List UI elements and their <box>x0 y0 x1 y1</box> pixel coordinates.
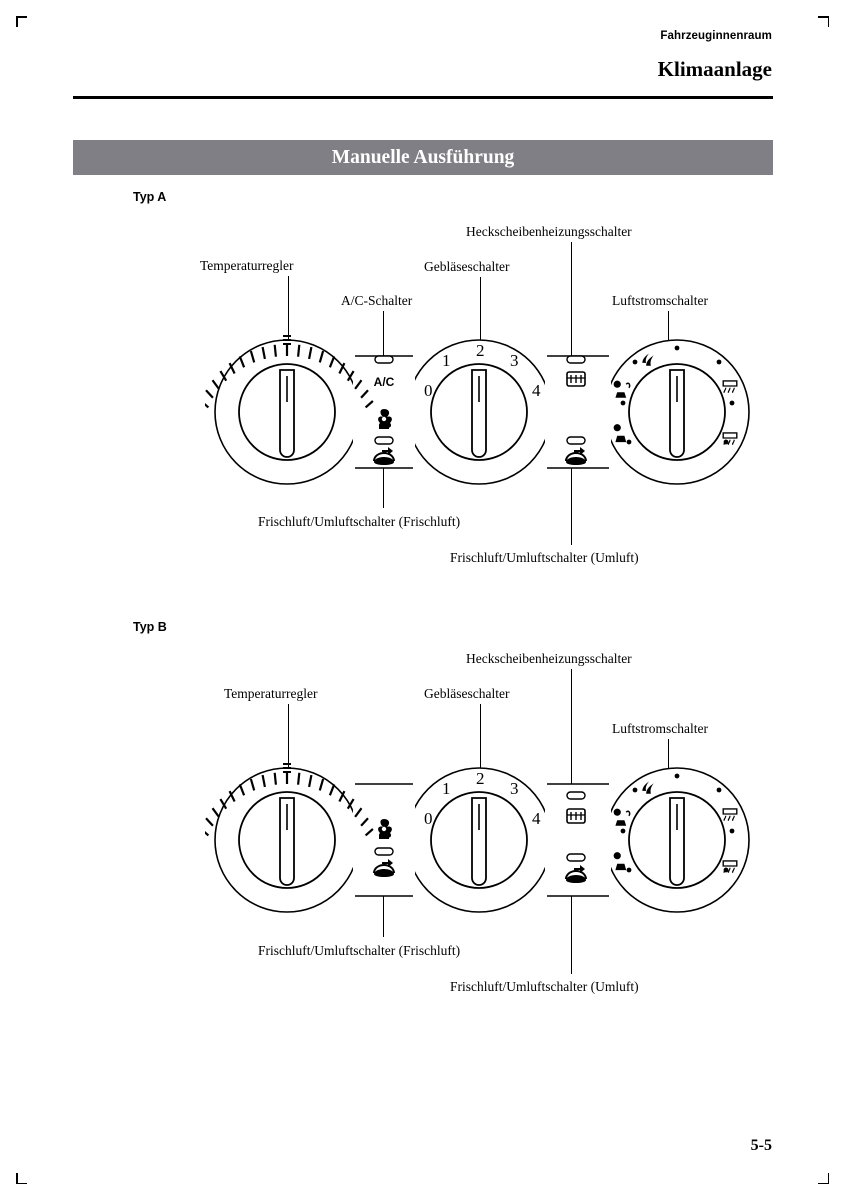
callout-fresh-air-b: Frischluft/Umluftschalter (Frischluft) <box>258 943 461 958</box>
type-b-label: Typ B <box>133 620 167 634</box>
callout-airflow-a: Luftstromschalter <box>612 293 708 308</box>
hvac-panel-type-b <box>205 758 765 923</box>
callout-temperature-a: Temperaturregler <box>200 258 294 273</box>
svg-text:A/C: A/C <box>373 375 395 389</box>
blower-num-3-a: 3 <box>510 351 519 370</box>
callout-ac-switch-a: A/C-Schalter <box>341 293 413 308</box>
callout-rear-defogger-b: Heckscheibenheizungsschalter <box>466 651 632 666</box>
crop-mark-top-right <box>818 16 829 27</box>
type-a-label: Typ A <box>133 190 167 204</box>
callout-rear-defogger-a: Heckscheibenheizungsschalter <box>466 224 632 239</box>
callout-fresh-air-a: Frischluft/Umluftschalter (Frischluft) <box>258 514 461 529</box>
header-section-label: Fahrzeuginnenraum <box>660 30 772 42</box>
blower-num-0-b: 0 <box>424 809 433 828</box>
callout-recirc-a: Frischluft/Umluftschalter (Umluft) <box>450 550 639 565</box>
callout-recirc-b: Frischluft/Umluftschalter (Umluft) <box>450 979 639 994</box>
blower-num-2-b: 2 <box>476 769 485 788</box>
page-title: Klimaanlage <box>657 57 772 81</box>
page-number: 5-5 <box>750 1137 772 1154</box>
blower-num-1-b: 1 <box>442 779 451 798</box>
callout-temperature-b: Temperaturregler <box>224 686 318 701</box>
callout-blower-a: Gebläseschalter <box>424 259 510 274</box>
section-banner <box>73 140 773 175</box>
blower-num-0-a: 0 <box>424 381 433 400</box>
crop-mark-bottom-left <box>16 1173 27 1184</box>
crop-mark-top-left <box>16 16 27 27</box>
blower-num-1-a: 1 <box>442 351 451 370</box>
blower-num-3-b: 3 <box>510 779 519 798</box>
callout-airflow-b: Luftstromschalter <box>612 721 708 736</box>
section-banner-title: Manuelle Ausführung <box>331 147 515 168</box>
callout-blower-b: Gebläseschalter <box>424 686 510 701</box>
blower-num-4-b: 4 <box>532 809 541 828</box>
hvac-panel-type-a <box>205 330 765 495</box>
blower-num-2-a: 2 <box>476 341 485 360</box>
blower-num-4-a: 4 <box>532 381 541 400</box>
header-divider <box>73 96 773 99</box>
crop-mark-bottom-right <box>818 1173 829 1184</box>
